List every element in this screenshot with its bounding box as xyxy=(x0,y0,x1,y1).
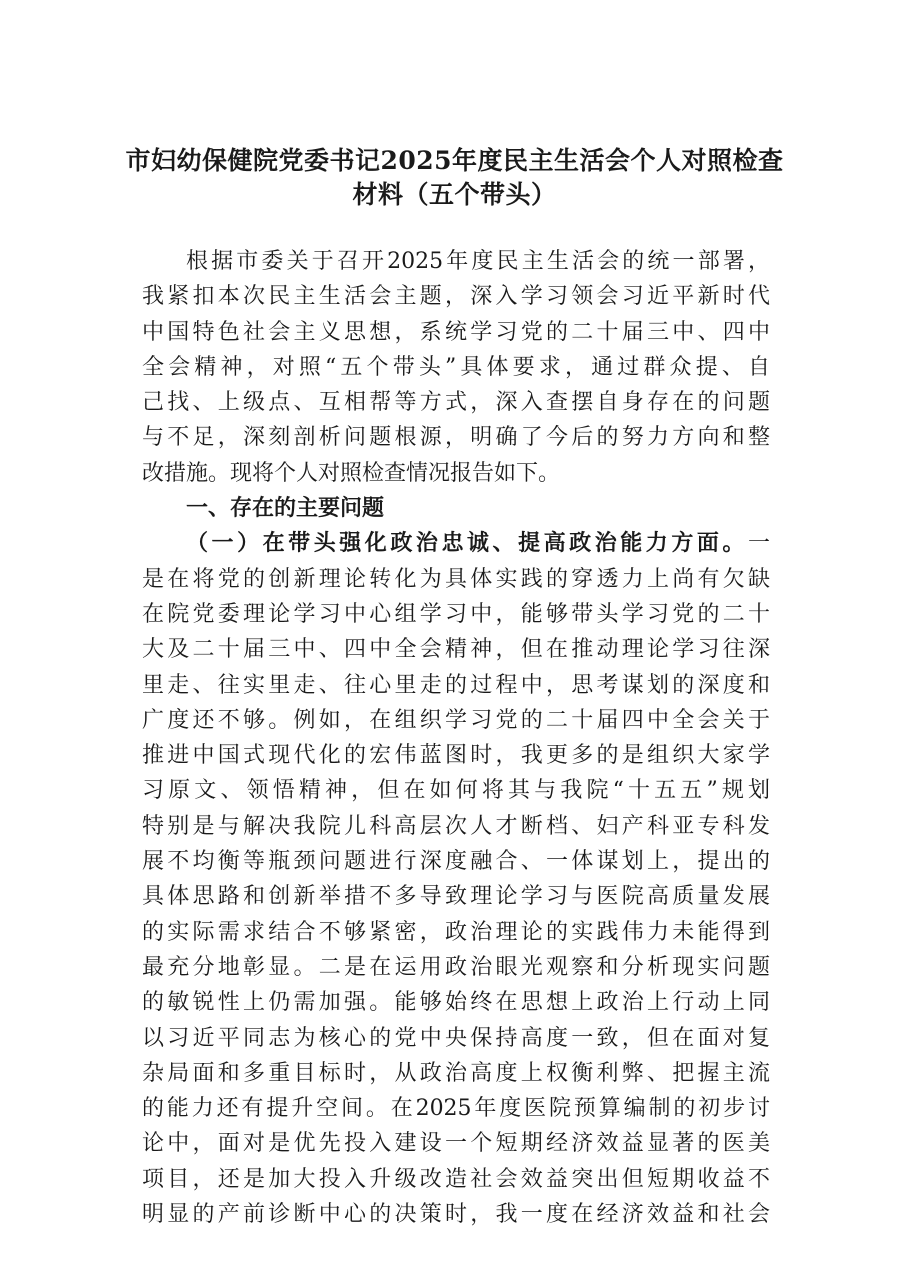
intro-line: 全会精神，对照“五个带头”具体要求，通过群众提、自 xyxy=(142,354,770,380)
body-line: 展不均衡等瓶颈问题进行深度融合、一体谋划上，提出的 xyxy=(142,849,770,875)
body-line: 以习近平同志为核心的党中央保持高度一致，但在面对复 xyxy=(142,1025,770,1051)
subsection-first-line xyxy=(142,526,770,561)
body-line: 特别是与解决我院儿科高层次人才断档、妇产科亚专科发 xyxy=(142,813,770,839)
document-body xyxy=(142,244,770,1232)
body-line: 的能力还有提升空间。在2025年度医院预算编制的初步讨 xyxy=(142,1096,770,1122)
intro-line: 改措施。现将个人对照检查情况报告如下。 xyxy=(142,460,561,486)
intro-line: 与不足，深刻剖析问题根源，明确了今后的努力方向和整 xyxy=(142,425,770,451)
intro-line: 我紧扣本次民主生活会主题，深入学习领会习近平新时代 xyxy=(142,284,770,310)
body-line: 论中，面对是优先投入建设一个短期经济效益显著的医美 xyxy=(142,1131,770,1157)
body-line: 杂局面和多重目标时，从政治高度上权衡利弊、把握主流 xyxy=(142,1060,770,1086)
body-line: 在院党委理论学习中心组学习中，能够带头学习党的二十 xyxy=(142,601,770,627)
body-line: 明显的产前诊断中心的决策时，我一度在经济效益和社会 xyxy=(142,1202,770,1228)
intro-line: 根据市委关于召开2025年度民主生活会的统一部署， xyxy=(186,249,770,274)
intro-line: 己找、上级点、互相帮等方式，深入查摆自身存在的问题 xyxy=(142,390,770,416)
subsection-first-tail: 一 xyxy=(747,531,770,557)
section-heading: 一、存在的主要问题 xyxy=(186,496,385,522)
intro-line: 中国特色社会主义思想，系统学习党的二十届三中、四中 xyxy=(142,319,770,345)
body-line: 的敏锐性上仍需加强。能够始终在思想上政治上行动上同 xyxy=(142,990,770,1016)
body-line: 的实际需求结合不够紧密，政治理论的实践伟力未能得到 xyxy=(142,919,770,945)
body-line: 大及二十届三中、四中全会精神，但在推动理论学习往深 xyxy=(142,637,770,663)
document-title xyxy=(120,144,789,212)
title-line-2: 材料（五个带头） xyxy=(352,180,557,209)
body-line: 是在将党的创新理论转化为具体实践的穿透力上尚有欠缺 xyxy=(142,566,770,592)
body-line: 里走、往实里走、往心里走的过程中，思考谋划的深度和 xyxy=(142,672,770,698)
body-line: 广度还不够。例如，在组织学习党的二十届四中全会关于 xyxy=(142,707,770,733)
body-line: 最充分地彰显。二是在运用政治眼光观察和分析现实问题 xyxy=(142,954,770,980)
subsection-label: （一）在带头强化政治忠诚、提高政治能力方面。 xyxy=(186,530,748,557)
body-line: 习原文、领悟精神，但在如何将其与我院“十五五”规划 xyxy=(142,778,770,804)
body-line: 推进中国式现代化的宏伟蓝图时，我更多的是组织大家学 xyxy=(142,743,770,769)
body-line: 具体思路和创新举措不多导致理论学习与医院高质量发展 xyxy=(142,884,770,910)
body-line: 项目，还是加大投入升级改造社会效益突出但短期收益不 xyxy=(142,1166,770,1192)
title-line-1: 市妇幼保健院党委书记2025年度民主生活会个人对照检查 xyxy=(125,146,784,175)
